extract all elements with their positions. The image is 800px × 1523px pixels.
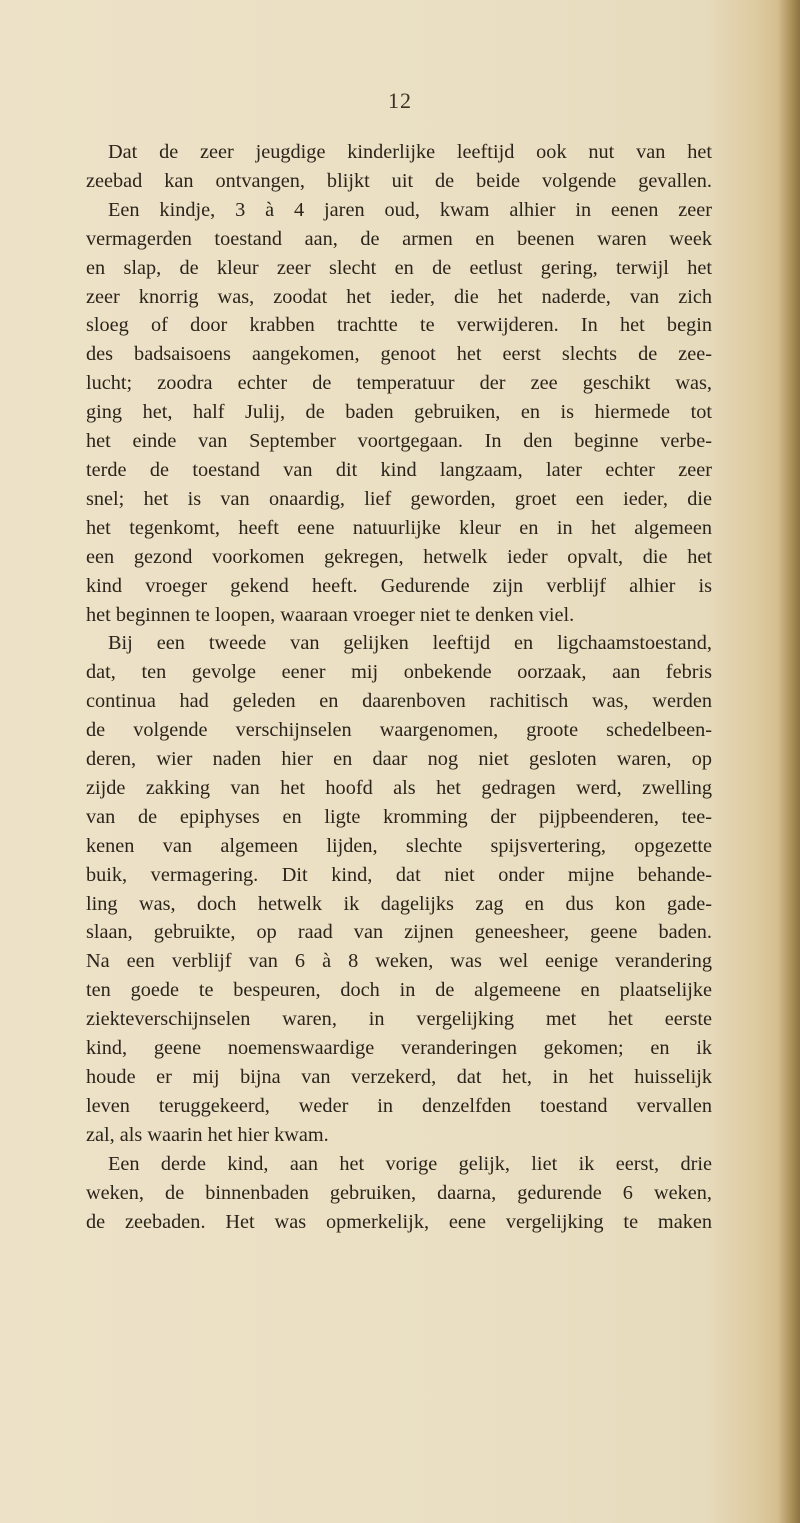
text-line: leven teruggekeerd, weder in denzelfden toestand vervallen (86, 1094, 712, 1117)
text-line: het tegenkomt, heeft eene natuurlijke kleur en in het algemeen (86, 516, 712, 539)
text-line: snel; het is van onaardig, lief geworden, groet een ieder, die (86, 487, 712, 510)
text-line: kenen van algemeen lijden, slechte spijsvertering, opgezette (86, 834, 712, 857)
text-line: de volgende verschijnselen waargenomen, groote schedelbeen- (86, 719, 712, 742)
text-line: weken, de binnenbaden gebruiken, daarna, gedurende 6 weken, (86, 1181, 712, 1204)
text-line: en slap, de kleur zeer slecht en de eetlust gering, terwijl het (86, 256, 712, 279)
text-line: van de epiphyses en ligte kromming der pijpbeenderen, tee- (86, 805, 712, 828)
text-line: continua had geleden en daarenboven rachitisch was, werden (86, 690, 712, 713)
text-line: zal, als waarin het hier kwam. (86, 1123, 329, 1146)
text-line: houde er mij bijna van verzekerd, dat het, in het huisselijk (86, 1066, 712, 1088)
text-line: het einde van September voortgegaan. In den beginne verbe- (86, 430, 712, 453)
text-line: dat, ten gevolge eener mij onbekende oorzaak, aan febris (86, 661, 712, 684)
page-edge-shadow (778, 0, 800, 1523)
text-line: Een derde kind, aan het vorige gelijk, liet ik eerst, drie (108, 1152, 712, 1175)
body-text (86, 138, 712, 1236)
text-line: sloeg of door krabben trachtte te verwijderen. In het begin (86, 314, 712, 337)
text-line: ten goede te bespeuren, doch in de algemeene en plaatselijke (86, 979, 712, 1002)
text-line: slaan, gebruikte, op raad van zijnen geneesheer, geene baden. (86, 921, 712, 944)
text-line: lucht; zoodra echter de temperatuur der zee geschikt was, (86, 372, 712, 395)
text-line: kind vroeger gekend heeft. Gedurende zijn verblijf alhier is (86, 574, 712, 597)
text-line: Een kindje, 3 à 4 jaren oud, kwam alhier in eenen zeer (108, 198, 712, 221)
text-line: ziekteverschijnselen waren, in vergelijking met het eerste (86, 1008, 712, 1031)
text-line: Dat de zeer jeugdige kinderlijke leeftijd ook nut van het (108, 141, 712, 163)
text-line: het beginnen te loopen, waaraan vroeger niet te denken viel. (86, 603, 575, 626)
text-line: ging het, half Julij, de baden gebruiken, en is hiermede tot (86, 401, 712, 424)
text-line: vermagerden toestand aan, de armen en beenen waren week (86, 227, 712, 250)
text-line: Na een verblijf van 6 à 8 weken, was wel eenige verandering (86, 950, 712, 973)
text-line: Bij een tweede van gelijken leeftijd en ligchaamstoestand, (108, 632, 712, 655)
text-line: des badsaisoens aangekomen, genoot het eerst slechts de zee- (86, 343, 712, 366)
text-line: zijde zakking van het hoofd als het gedragen werd, zwelling (86, 776, 712, 799)
text-line: een gezond voorkomen gekregen, hetwelk ieder opvalt, die het (86, 545, 712, 568)
text-line: deren, wier naden hier en daar nog niet gesloten waren, op (86, 748, 712, 771)
page-number: 12 (388, 88, 412, 113)
text-line: zeebad kan ontvangen, blijkt uit de beide volgende gevallen. (86, 169, 712, 192)
text-line: zeer knorrig was, zoodat het ieder, die het naderde, van zich (86, 285, 712, 308)
text-line: kind, geene noemenswaardige veranderingen gekomen; en ik (86, 1037, 712, 1060)
text-line: de zeebaden. Het was opmerkelijk, eene vergelijking te maken (86, 1210, 712, 1233)
text-line: buik, vermagering. Dit kind, dat niet onder mijne behande- (86, 863, 712, 886)
text-line: ling was, doch hetwelk ik dagelijks zag en dus kon gade- (86, 892, 712, 915)
text-line: terde de toestand van dit kind langzaam, later echter zeer (86, 458, 712, 481)
